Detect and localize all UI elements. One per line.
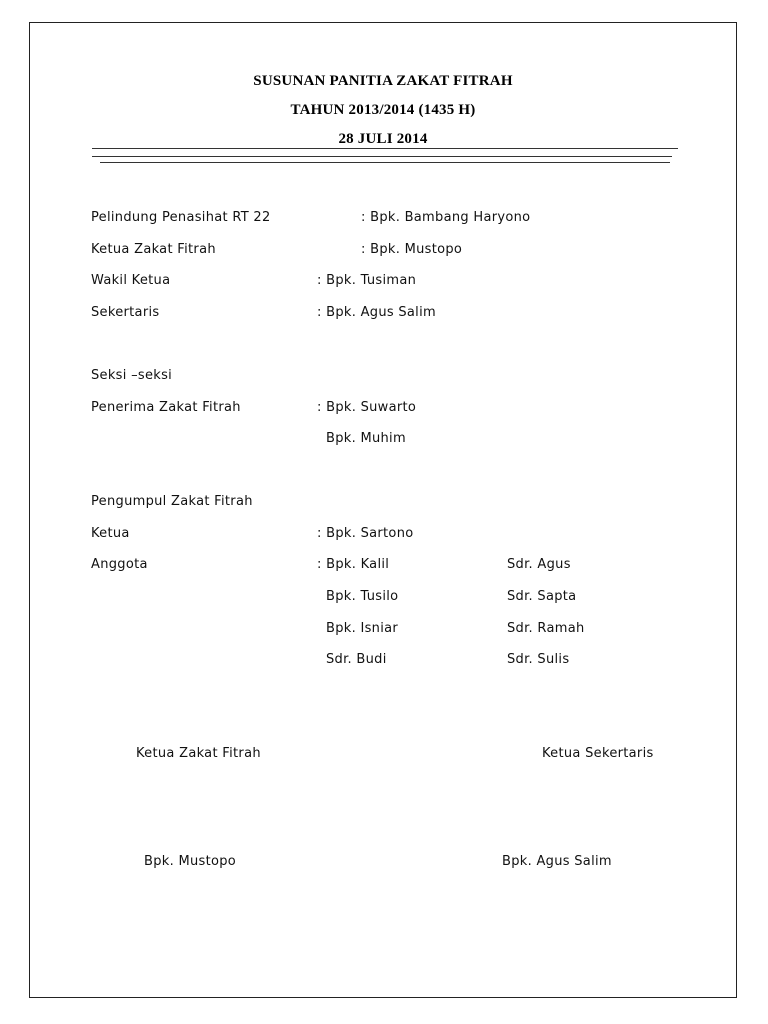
document-title: SUSUNAN PANITIA ZAKAT FITRAH: [253, 73, 513, 89]
role-pelindung: Pelindung Penasihat RT 22: [91, 210, 271, 225]
name-wakil-ketua: : Bpk. Tusiman: [317, 273, 417, 288]
signature-right-name: Bpk. Agus Salim: [502, 854, 612, 869]
name-ketua-zakat: : Bpk. Mustopo: [361, 242, 463, 257]
anggota-col2-2: Sdr. Sapta: [507, 589, 577, 604]
document-date: 28 JULI 2014: [338, 131, 428, 147]
name-penerima-2: Bpk. Muhim: [326, 431, 406, 446]
anggota-col2-4: Sdr. Sulis: [507, 652, 570, 667]
signature-left-name: Bpk. Mustopo: [144, 854, 237, 869]
signature-left-title: Ketua Zakat Fitrah: [136, 746, 261, 761]
header-rule-3: [100, 162, 670, 163]
pengumpul-heading: Pengumpul Zakat Fitrah: [91, 494, 253, 509]
role-sekertaris: Sekertaris: [91, 305, 160, 320]
document-page: [29, 22, 737, 998]
anggota-col1-3: Bpk. Isniar: [326, 621, 399, 636]
anggota-col2-1: Sdr. Agus: [507, 557, 571, 572]
name-pelindung: : Bpk. Bambang Haryono: [361, 210, 531, 225]
seksi-heading: Seksi –seksi: [91, 368, 173, 383]
role-wakil-ketua: Wakil Ketua: [91, 273, 171, 288]
document-year: TAHUN 2013/2014 (1435 H): [290, 102, 476, 118]
header-rule-1: [92, 148, 678, 149]
header-rule-2: [92, 156, 672, 157]
name-sekertaris: : Bpk. Agus Salim: [317, 305, 436, 320]
role-anggota: Anggota: [91, 557, 148, 572]
anggota-col1-2: Bpk. Tusilo: [326, 589, 399, 604]
anggota-col1-1: : Bpk. Kalil: [317, 557, 390, 572]
role-penerima: Penerima Zakat Fitrah: [91, 400, 241, 415]
signature-right-title: Ketua Sekertaris: [542, 746, 654, 761]
role-ketua-pengumpul: Ketua: [91, 526, 130, 541]
name-penerima-1: : Bpk. Suwarto: [317, 400, 417, 415]
role-ketua-zakat: Ketua Zakat Fitrah: [91, 242, 216, 257]
anggota-col1-4: Sdr. Budi: [326, 652, 387, 667]
name-ketua-pengumpul: : Bpk. Sartono: [317, 526, 414, 541]
anggota-col2-3: Sdr. Ramah: [507, 621, 585, 636]
